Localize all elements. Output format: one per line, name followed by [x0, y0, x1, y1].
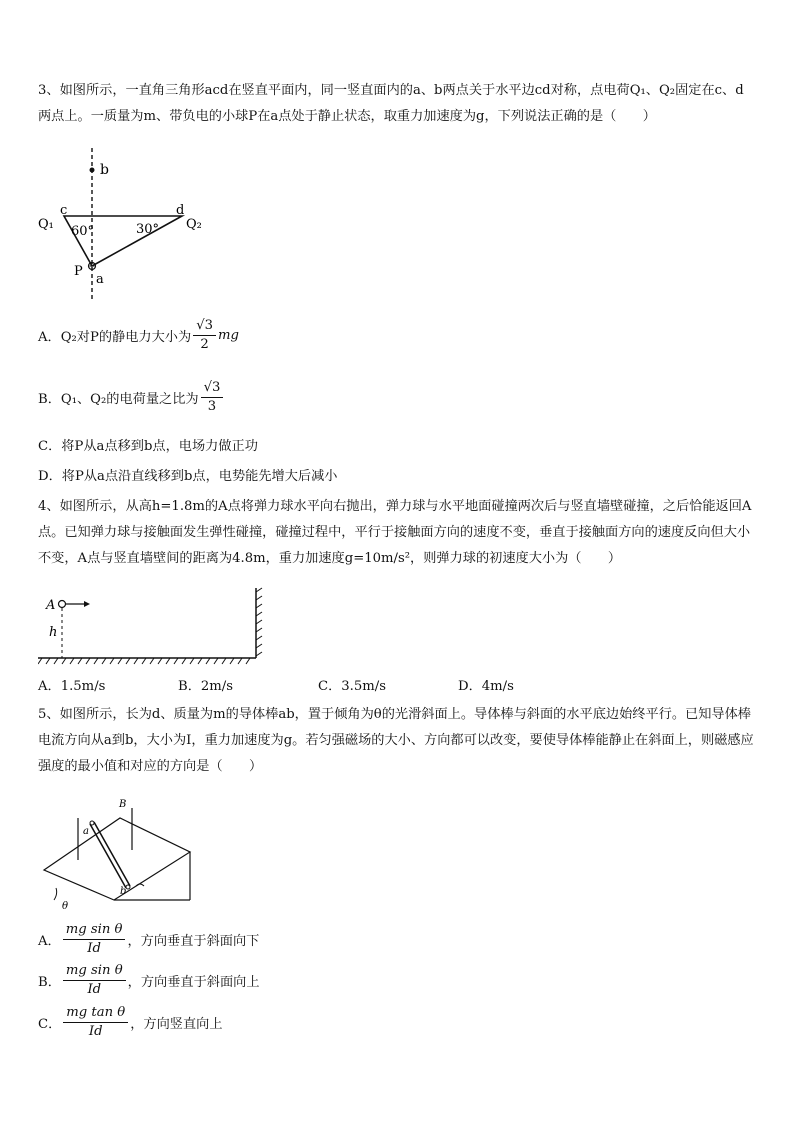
- question-3-option-b: B．Q₁、Q₂的电荷量之比为 $\frac{√3}{3}$: [38, 379, 225, 416]
- question-3-option-c: C．将P从a点移到b点，电场力做正功: [38, 439, 258, 454]
- question-4-option-d: D．4m/s: [458, 679, 514, 694]
- question-4-option-b: B．2m/s: [178, 679, 233, 694]
- figure-label-p: P: [74, 264, 83, 279]
- question-4-option-a: A．1.5m/s: [38, 679, 106, 694]
- question-3-stem: 3、如图所示，一直角三角形acd在竖直平面内，同一竖直面内的a、b两点关于水平边cd对称，点电荷Q₁、Q₂固定在c、d两点上。一质量为m、带负电的小球P在a点处于静止状态，取重力加速度为g，下列说法正确的是（ ）: [38, 83, 744, 124]
- figure-label-q1: Q₁: [38, 217, 54, 232]
- question-4-stem: 4、如图所示，从高h=1.8m的A点将弹力球水平向右抛出，弹力球与水平地面碰撞两次后与竖直墙壁碰撞，之后恰能返回A点。已知弹力球与接触面发生弹性碰撞，碰撞过程中，平行于接触面方向的速度不变，垂直于接触面方向的速度反向但大小不变，A点与竖直墙壁间的距离为4.8m，重力加速度g=10m/s²，则弹力球的初速度大小为（ ）: [38, 499, 752, 566]
- question-3-figure: [36, 148, 216, 308]
- question-5-option-c: C． $\frac{\text{mg tan θ}}{Id}$ ，方向竖直向上: [38, 1005, 223, 1039]
- figure-label-b: b: [120, 886, 127, 897]
- figure-label-a: A: [46, 598, 56, 613]
- figure-label-c: c: [60, 203, 68, 218]
- question-5-option-b: B． $\frac{\text{mg sin θ}}{Id}$ ，方向垂直于斜面向上: [38, 963, 260, 997]
- figure-label-b: b: [100, 162, 109, 178]
- question-3-option-d: D．将P从a点沿直线移到b点，电势能先增大后减小: [38, 469, 338, 484]
- figure-label-d: d: [176, 203, 185, 218]
- figure-angle-60: 60°: [71, 224, 95, 239]
- question-3-option-a: A．Q₂对P的静电力大小为 $\frac{√3}{2}$ mg: [38, 318, 239, 352]
- figure-label-h: h: [49, 625, 58, 640]
- figure-label-a: a: [83, 826, 89, 837]
- question-4-figure: [38, 586, 268, 666]
- question-4-option-c: C．3.5m/s: [318, 679, 386, 694]
- figure-label-b-field: B: [119, 799, 127, 810]
- question-4-options: [38, 675, 598, 694]
- question-5-stem: 5、如图所示，长为d、质量为m的导体棒ab，置于倾角为θ的光滑斜面上。导体棒与斜面的水平底边始终平行。已知导体棒电流方向从a到b，大小为I，重力加速度为g。若匀强磁场的大小、方向都可以改变，要使导体棒能静止在斜面上，则磁感应强度的最小值和对应的方向是（ ）: [38, 707, 754, 774]
- figure-angle-30: 30°: [136, 222, 160, 237]
- figure-label-a: a: [96, 272, 104, 287]
- figure-label-q2: Q₂: [186, 217, 202, 232]
- question-5-option-a: A． $\frac{\text{mg sin θ}}{Id}$ ，方向垂直于斜面向下: [38, 922, 260, 956]
- figure-label-theta: θ: [62, 901, 69, 912]
- question-5-figure: [40, 796, 200, 920]
